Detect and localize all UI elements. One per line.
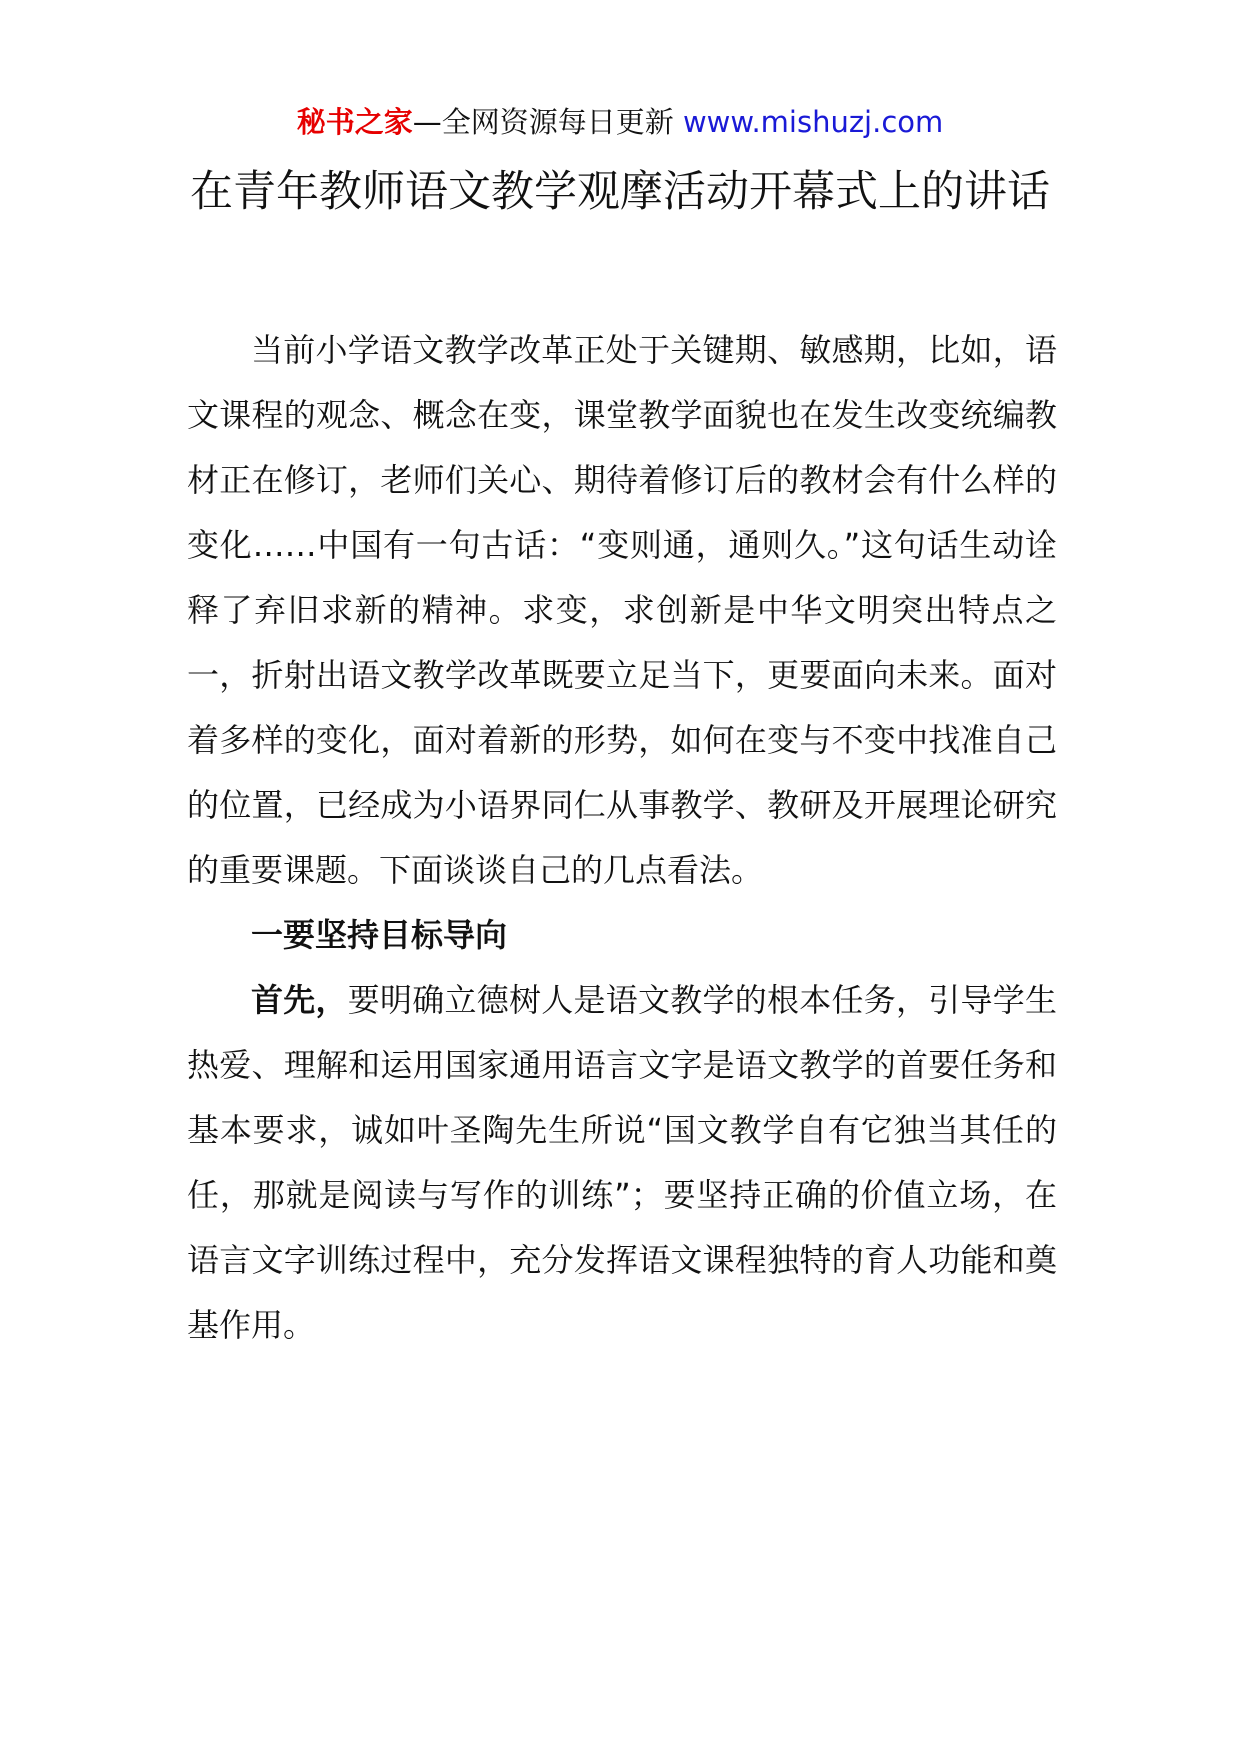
header-tagline: —全网资源每日更新: [412, 105, 683, 139]
document-title: 在青年教师语文教学观摩活动开幕式上的讲话: [190, 167, 1050, 217]
site-url-link[interactable]: www.mishuzj.com: [682, 105, 944, 139]
intro-paragraph: 当前小学语文教学改革正处于关键期、敏感期，比如，语文课程的观念、概念在变，课堂教学面貌也在发生改变统编教材正在修订，老师们关心、期待着修订后的教材会有什么样的变化……中国有一句古话：“变则通，通则久。”这句话生动诠释了弃旧求新的精神。求变，求创新是中华文明突出特点之一，折射出语文教学改革既要立足当下，更要面向未来。面对着多样的变化，面对着新的形势，如何在变与不变中找准自己的位置，已经成为小语界同仁从事教学、教研及开展理论研究的重要课题。下面谈谈自己的几点看法。: [187, 331, 1057, 889]
paragraph-lead: 首先，: [251, 981, 348, 1019]
document-body: [187, 318, 1057, 1358]
watermark-header: [0, 100, 1240, 144]
section-paragraph: [187, 968, 1057, 1358]
section-heading: 一要坚持目标导向: [251, 916, 508, 954]
paragraph-text: 要明确立德树人是语文教学的根本任务，引导学生热爱、理解和运用国家通用语言文字是语文教学的首要任务和基本要求，诚如叶圣陶先生所说“国文教学自有它独当其任的任，那就是阅读与写作的训练”；要坚持正确的价值立场，在语言文字训练过程中，充分发挥语文课程独特的育人功能和奠基作用。: [187, 981, 1057, 1344]
brand-name: 秘书之家: [296, 105, 413, 139]
